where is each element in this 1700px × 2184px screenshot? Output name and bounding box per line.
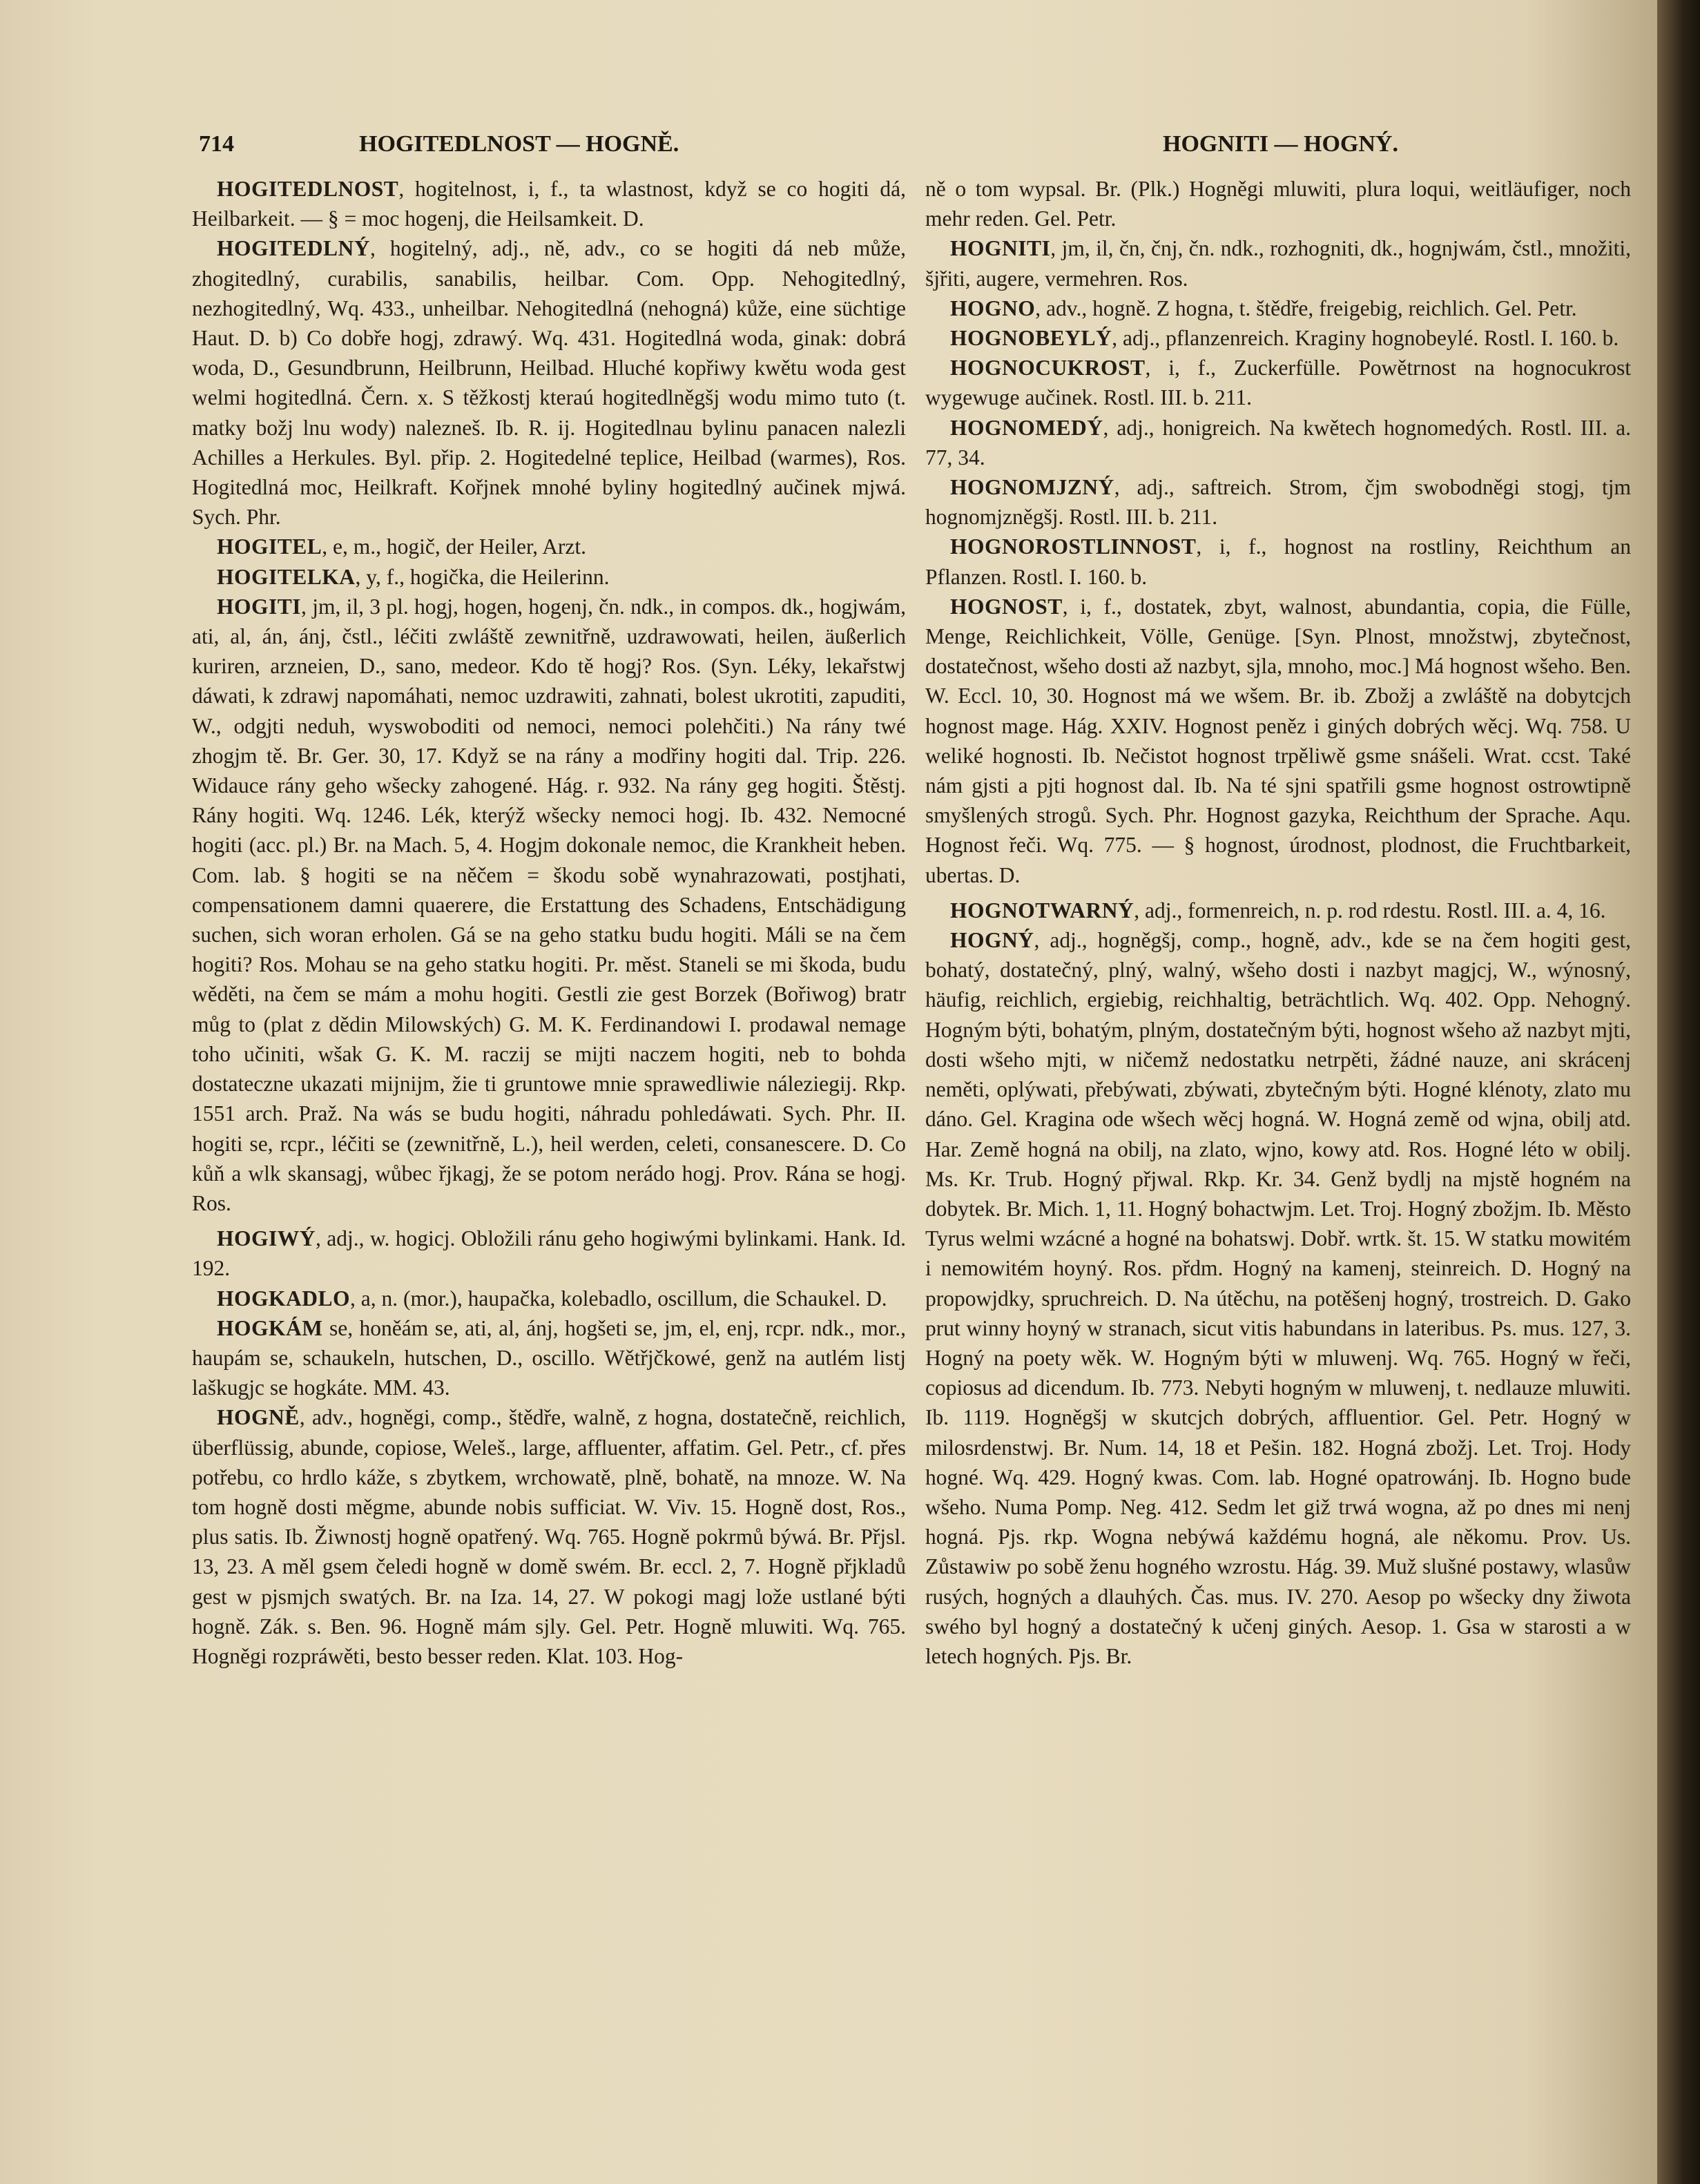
entry-headword: HOGNOMEDÝ (950, 415, 1103, 440)
entry-text: , adj., pflanzenreich. Kraginy hognobeylé. Rostl. I. 160. b. (1112, 326, 1619, 351)
entry-headword: HOGITELKA (217, 564, 356, 589)
entry-text: , y, f., hogička, die Heilerinn. (355, 564, 610, 589)
dictionary-entry (192, 1402, 906, 1671)
entry-text: , adj., hogněgšj, comp., hogně, adv., kde se na čem hogiti gest, bohatý, dostatečný, plný, walný, wšeho dosti i nazbyt magjcj, W., wýnosný, häufig, reichlich, ergiebig, reichhaltig, beträchtlich. Wq. 402. Opp. Nehogný. Hogným býti, bohatým, plným, dostatečným býti, hognost wšeho až nazbyt mjti, dosti wšeho mjti, w ničemž nedostatku netrpěti, žádné nauze, ani skrácenj neměti, oplýwati, přebýwati, zbýwati, zbytečným býti. Hogné klénoty, zlato mu dáno. Gel. Kragina ode wšech wěcj hogná. W. Hogná země od wjna, obilj atd. Har. Země hogná na obilj, na zlato, wjno, kowy atd. Ros. Hogné léto w obilj. Ms. Kr. Trub. Hogný přjwal. Rkp. Kr. 34. Genž bydlj na mjstě hogném na dobytek. Br. Mich. 1, 11. Hogný bohactwjm. Let. Troj. Hogný zbožjm. Ib. Město Tyrus welmi wzácné a hogné na bohatswj. Dobř. wrtk. št. 15. W statku mowitém i nemowitém hoyný. Ros. přdm. Hogný na kamenj, steinreich. D. Hogný na propowjdky, spruchreich. D. Na útěchu, na potěšenj hogný, trostreich. D. Gako prut winny hoyný w stranach, sicut vitis habundans in lateribus. Ps. mus. 127, 3. Hogný na poety wěk. W. Hogným býti w mluwenj. Wq. 765. Hogný w řeči, copiosus ad dicendum. Ib. 773. Nebyti hogným w mluwenj, t. nedlauze mluwiti. Ib. 1119. Hogněgšj w skutcjch dobrých, affluentior. Gel. Petr. Hogný w milosrdenstwj. Br. Num. 14, 18 et Pešin. 182. Hogná zbožj. Let. Troj. Hody hogné. Wq. 429. Hogný kwas. Com. lab. Hogné opatrowánj. Ib. Hogno bude wšeho. Numa Pomp. Neg. 412. Sedm let giž trwá wogna, až po dnes mi nenj hogná. Pjs. rkp. Wogna nebýwá každému hogná, ale někomu. Prov. Us. Zůstawiw po sobě ženu hogného wzrostu. Hág. 39. Muž slušné postawy, wlasůw rusých, hogných a dlauhých. Čas. mus. IV. 270. Aesop po wšecky dny žiwota swého byl hogný a dostatečný k učenj giných. Aesop. 1. Gsa w starosti a w letech hogných. Pjs. Br. (925, 928, 1631, 1668)
dictionary-entry (192, 1224, 906, 1283)
entry-text: , a, n. (mor.), haupačka, kolebadlo, oscillum, die Schaukel. D. (350, 1286, 887, 1311)
entry-headword: HOGITEDLNOST (217, 177, 399, 201)
entry-headword: HOGKADLO (217, 1286, 351, 1311)
entry-headword: HOGITEL (217, 534, 322, 559)
dictionary-entry (192, 1284, 906, 1313)
entry-text: , e, m., hogič, der Heiler, Arzt. (322, 534, 587, 559)
dictionary-entry (192, 562, 906, 592)
dictionary-entry (925, 472, 1631, 532)
dictionary-entry (925, 174, 1631, 233)
entry-text: , adv., hogněgi, comp., štědře, walně, z hogna, dostatečně, reichlich, überflüssig, abunde, copiose, Weleš., large, affluenter, affatim. Gel. Petr., cf. přes potřebu, co hrdlo káže, s zbytkem, wrchowatě, plně, bohatě, na mnoze. W. Na tom hogně dosti měgme, abunde nobis sufficiat. W. Viv. 15. Hogně dost, Ros., plus satis. Ib. Žiwnostj hogně opatřený. Wq. 765. Hogně pokrmů býwá. Br. Přjsl. 13, 23. A měl gsem čeledi hogně w domě swém. Br. eccl. 2, 7. Hogně přjkladů gest w pjsmjch swatých. Br. na Iza. 14, 27. W pokogi magj lože ustlané býti hogně. Zák. s. Ben. 96. Hogně mám sjly. Gel. Petr. Hogně mluwiti. Wq. 765. Hogněgi rozpráwěti, besto besser reden. Klat. 103. Hog- (192, 1405, 906, 1668)
entry-headword: HOGKÁM (217, 1315, 323, 1340)
dictionary-entry (192, 233, 906, 532)
entry-text: , adj., honigreich. Na kwětech hognomedých. Rostl. III. a. 77, 34. (925, 415, 1631, 470)
entry-text: , i, f., Zuckerfülle. Powětrnost na hognocukrost wygewuge aučinek. Rostl. III. b. 211. (925, 356, 1631, 410)
dictionary-entry (925, 532, 1631, 591)
entry-headword: HOGITI (217, 594, 302, 619)
dictionary-entry (925, 353, 1631, 412)
entry-text: , i, f., hognost na rostliny, Reichthum an Pflanzen. Rostl. I. 160. b. (925, 534, 1631, 589)
dictionary-entry (192, 532, 906, 561)
entry-text: , jm, il, 3 pl. hogj, hogen, hogenj, čn. ndk., in compos. dk., hogjwám, ati, al, án, ánj, čstl., léčiti zwláště zewnitřně, uzdrawowati, heilen, äußerlich kuriren, arzneien, D., sano, medeor. Kdo tě hogj? Ros. (Syn. Léky, lekařstwj dáwati, k zdrawj napomáhati, nemoc uzdrawiti, zahnati, bolest ukrotiti, zapuditi, W., odgjti neduh, wyswoboditi od nemoci, nemoci polehčiti.) Na rány twé zhogjm tě. Br. Ger. 30, 17. Když se na rány a modřiny hogiti dal. Trip. 226. Widauce rány geho wšecky zahogené. Hág. r. 932. Na rány geg hogiti. Štěstj. Rány hogiti. Wq. 1246. Lék, kterýž wšecky nemoci hogj. Ib. 432. Nemocné hogiti (acc. pl.) Br. na Mach. 5, 4. Hogjm dokonale nemoc, die Krankheit heben. Com. lab. § hogiti se na něčem = škodu sobě wynahrazowati, postjhati, compensationem damni quaerere, die Erstattung des Schadens, Entschädigung suchen, sich woran erholen. Gá se na geho statku budu hogiti. Máli se na čem hogiti? Ros. Mohau se na geho statku hogiti. Pr. měst. Staneli se mi škoda, budu wěděti, na čem se mám a mohu hogiti. Gestli zie gest Borzek (Bořiwog) bratr můg to (plat z dědin Milowských) G. M. K. Ferdinandowi I. prodawal nemage toho učiniti, wšak G. K. M. raczij se mijti naczem hogiti, neb to bohda dostateczne ukazati mijnijm, žie ti gruntowe mnie sprawedliwie náleziegij. Rkp. 1551 arch. Praž. Na wás se budu hogiti, náhradu pohledáwati. Sych. Phr. II. hogiti se, rcpr., léčiti se (zewnitřně, L.), heil werden, celeti, consanescere. D. Co kůň a wlk skansagj, wůbec řjkagj, že se potom nerádo hogj. Prov. Rána se hogj. Ros. (192, 594, 906, 1215)
entry-text: , adj., formenreich, n. p. rod rdestu. Rostl. III. a. 4, 16. (1134, 898, 1606, 922)
entry-headword: HOGNOST (950, 594, 1063, 619)
entry-text: se, honěám se, ati, al, ánj, hogšeti se, jm, el, enj, rcpr. ndk., mor., haupám se, schaukeln, hutschen, D., oscillo. Wětřjčkowé, genž na autlém listj laškugjc se hogkáte. MM. 43. (192, 1315, 906, 1400)
entry-headword: HOGIWÝ (217, 1226, 316, 1251)
entry-text: , adv., hogně. Z hogna, t. štědře, freigebig, reichlich. Gel. Petr. (1035, 296, 1577, 320)
entry-headword: HOGNOCUKROST (950, 356, 1146, 380)
entry-text: , i, f., dostatek, zbyt, walnost, abundantia, copia, die Fülle, Menge, Reichlichkeit, Völle, Genüge. [Syn. Plnost, množstwj, zbytečnost, dostatečnost, wšeho dosti až nazbyt, sjla, mnoho, moc.] Má hognost wšeho. Ben. W. Eccl. 10, 30. Hognost má we wšem. Br. ib. Zbožj a zwláště na dobytcjch hognost mage. Hág. XXIV. Hognost peněz i giných dobrých wěcj. Wq. 758. U weliké hognosti. Ib. Nečistot hognost trpěliwě gsme snášeli. Wrat. ccst. Také nám gjsti a pjti hognost dal. Ib. Na té sjni spatřili gsme hognost ostrowtipně smyšlených strogů. Sych. Phr. Hognost gazyka, Reichthum der Sprache. Aqu. Hognost řeči. Wq. 775. — § hognost, úrodnost, plodnost, die Fruchtbarkeit, ubertas. D. (925, 594, 1631, 887)
dictionary-entry (192, 174, 906, 233)
entry-headword: HOGNITI (950, 236, 1051, 261)
entry-headword: HOGNO (950, 296, 1036, 320)
page-number: 714 (199, 131, 234, 157)
dictionary-entry (925, 293, 1631, 323)
book-spine-shadow (1657, 0, 1700, 2184)
entry-text: ně o tom wypsal. Br. (Plk.) Hogněgi mluwiti, plura loqui, weitläufiger, noch mehr reden. Gel. Petr. (925, 177, 1631, 231)
entry-headword: HOGITEDLNÝ (217, 236, 371, 261)
entry-text: , adj., saftreich. Strom, čjm swobodněgi stogj, tjm hognomjzněgšj. Rostl. III. b. 211. (925, 475, 1631, 530)
left-column (192, 174, 906, 1671)
entry-headword: HOGNOTWARNÝ (950, 898, 1134, 922)
dictionary-entry (192, 592, 906, 1218)
entry-headword: HOGNOMJZNÝ (950, 475, 1114, 500)
entry-text: , adj., w. hogicj. Obložili ránu geho hogiwými bylinkami. Hank. Id. 192. (192, 1226, 906, 1281)
dictionary-entry (925, 592, 1631, 890)
entry-headword: HOGNÝ (950, 928, 1034, 953)
entry-headword: HOGNĚ (217, 1405, 300, 1430)
dictionary-entry (192, 1313, 906, 1403)
entry-headword: HOGNOROSTLINNOST (950, 534, 1197, 559)
entry-text: , hogitelnost, i, f., ta wlastnost, když se co hogiti dá, Heilbarkeit. — § = moc hogenj, die Heilsamkeit. D. (192, 177, 906, 231)
dictionary-entry (925, 925, 1631, 1671)
dictionary-entry (925, 323, 1631, 353)
dictionary-entry (925, 413, 1631, 472)
dictionary-entry (925, 233, 1631, 293)
entry-text: , hogitelný, adj., ně, adv., co se hogiti dá neb může, zhogitedlný, curabilis, sanabilis, heilbar. Com. Opp. Nehogitedlný, nezhogitedlný, Wq. 433., unheilbar. Nehogitedlná (nehogná) kůže, eine süchtige Haut. D. b) Co dobře hogj, zdrawý. Wq. 431. Hogitedlná woda, ginak: dobrá woda, D., Gesundbrunn, Heilbrunn, Heilbad. Hluché kopřiwy kwětu woda gest welmi hogitedlná. Čern. x. S těžkostj kteraú hogitedlněgšj wodu mimo tuto (t. matky božj lnu wody) nalezneš. Ib. R. ij. Hogitedlnau bylinu panacen nalezli Achilles a Herkules. Byl. přip. 2. Hogitedelné teplice, Heilbad (warmes), Ros. Hogitedlná moc, Heilkraft. Kořjnek mnohé byliny hogitedlný aučinek mjwá. Sych. Phr. (192, 236, 906, 530)
right-running-title: HOGNITI — HOGNÝ. (1163, 131, 1398, 157)
dictionary-entry (925, 896, 1631, 925)
right-column (925, 174, 1631, 1671)
entry-text: , jm, il, čn, čnj, čn. ndk., rozhogniti, dk., hognjwám, čstl., množiti, šjřiti, augere, vermehren. Ros. (925, 236, 1631, 291)
left-running-title: HOGITEDLNOST — HOGNĚ. (359, 131, 679, 157)
entry-headword: HOGNOBEYLÝ (950, 326, 1112, 351)
